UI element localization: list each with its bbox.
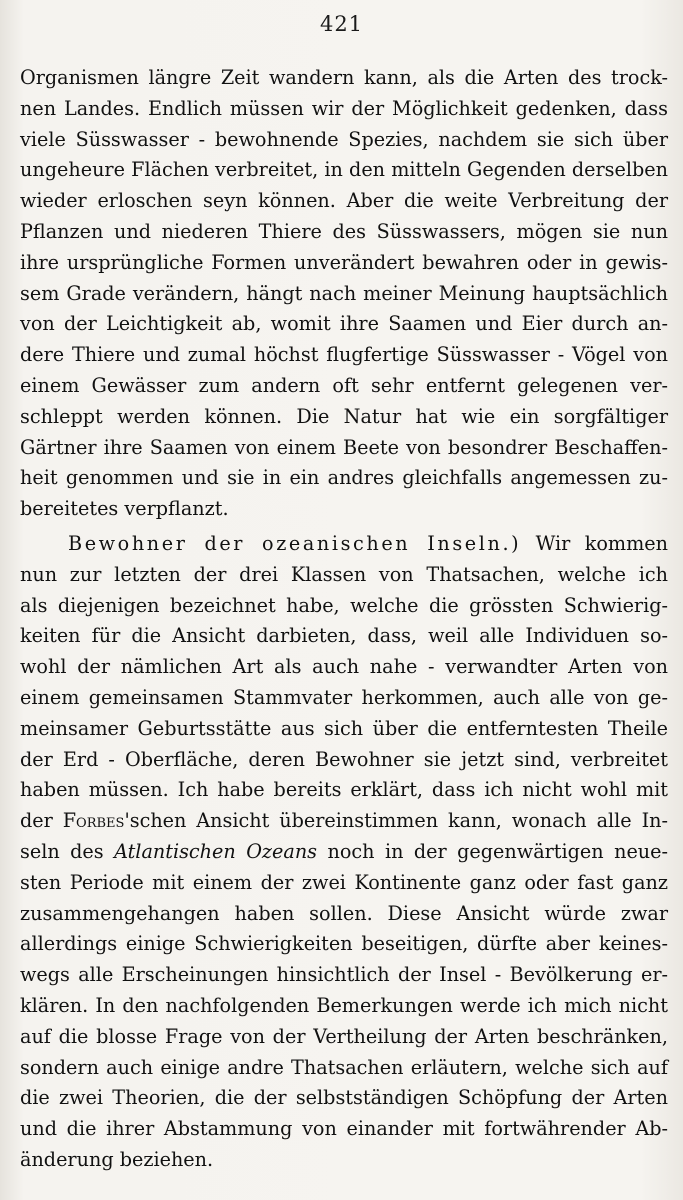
paragraph-1 [20, 63, 668, 525]
text-line: dere Thiere und zumal höchst flugfertige Süsswasser - Vögel von [20, 343, 668, 367]
text-line: von der Leichtigkeit ab, womit ihre Saamen und Eier durch an- [20, 312, 668, 336]
text-line: ihre ursprüngliche Formen unverändert bewahren oder in gewis- [20, 250, 668, 274]
text-line: wegs alle Erscheinungen hinsichtlich der Insel - Bevölkerung er- [20, 963, 668, 987]
author-name-forbes: Forbes [62, 809, 125, 833]
text-line: klären. In den nachfolgenden Bemerkungen werde ich mich nicht [20, 993, 668, 1017]
text-line: sten Periode mit einem der zwei Kontinente ganz oder fast ganz [20, 870, 668, 894]
text-line: heit genommen und sie in ein andres gleichfalls angemessen zu- [20, 466, 668, 490]
text-line: zusammengehangen haben sollen. Diese Ansicht würde zwar [20, 901, 668, 925]
text-line: einem Gewässer zum andern oft sehr entfernt gelegenen ver- [20, 373, 668, 397]
text-line: und die ihrer Abstammung von einander mit fortwährender Ab- [20, 1117, 668, 1141]
text-line: viele Süsswasser - bewohnende Spezies, nachdem sie sich über [20, 127, 668, 151]
text-line: sem Grade verändern, hängt nach meiner Meinung hauptsächlich [20, 281, 668, 305]
text-line: wieder erloschen seyn können. Aber die weite Verbreitung der [20, 189, 668, 213]
text-line: der Erd - Oberfläche, deren Bewohner sie jetzt sind, verbreitet [20, 747, 668, 771]
text-line: wohl der nämlichen Art als auch nahe - verwandter Arten von [20, 655, 668, 679]
section-heading: Bewohner der ozeanischen Inseln.) [68, 531, 522, 555]
text-line: meinsamer Geburtsstätte aus sich über die entferntesten Theile [20, 716, 668, 740]
text-line: als diejenigen bezeichnet habe, welche die grössten Schwierig- [20, 593, 668, 617]
body-text [20, 63, 668, 1176]
text-line: ungeheure Flächen verbreitet, in den mitteln Gegenden derselben [20, 158, 668, 182]
text-line: auf die blosse Frage von der Vertheilung der Arten beschränken, [20, 1024, 668, 1048]
paragraph-2 [20, 529, 668, 1176]
atlantic-line [20, 837, 668, 868]
text-line: Organismen längre Zeit wandern kann, als die Arten des trock- [20, 66, 668, 89]
forbes-line [20, 806, 668, 837]
text-line: schleppt werden können. Die Natur hat wie ein sorgfältiger [20, 404, 668, 428]
atlantic-ocean-italic: Atlantischen Ozeans [114, 839, 318, 863]
text-line: sondern auch einige andre Thatsachen erläutern, welche sich auf [20, 1055, 668, 1079]
text-line: allerdings einige Schwierigkeiten beseitigen, dürfte aber keines- [20, 932, 668, 956]
text-line: einem gemeinsamen Stammvater herkommen, auch alle von ge- [20, 685, 668, 709]
text-line: bereitetes verpflanzt. [20, 497, 229, 521]
forbes-suffix: 'schen Ansicht übereinstimmen kann, wonach alle In- [124, 809, 668, 833]
atlantic-suffix: noch in der gegenwärtigen neue- [317, 839, 668, 863]
text-line: nen Landes. Endlich müssen wir der Möglichkeit gedenken, dass [20, 96, 668, 120]
text-line: Pflanzen und niederen Thiere des Süsswassers, mögen sie nun [20, 219, 668, 243]
text-line: haben müssen. Ich habe bereits erklärt, dass ich nicht wohl mit [20, 778, 668, 802]
text-line: Gärtner ihre Saamen von einem Beete von besondrer Beschaffen- [20, 435, 668, 459]
forbes-prefix: der [20, 809, 63, 833]
heading-line-rest: Wir kommen [535, 531, 668, 555]
text-line: keiten für die Ansicht darbieten, dass, weil alle Individuen so- [20, 624, 668, 648]
atlantic-prefix: seln des [20, 839, 115, 863]
text-line: die zwei Theorien, die der selbstständigen Schöpfung der Arten [20, 1086, 668, 1110]
page-number: 421 [319, 12, 364, 36]
text-line: nun zur letzten der drei Klassen von Thatsachen, welche ich [20, 562, 668, 586]
section-heading-line [20, 529, 668, 560]
text-line: änderung beziehen. [20, 1147, 214, 1171]
